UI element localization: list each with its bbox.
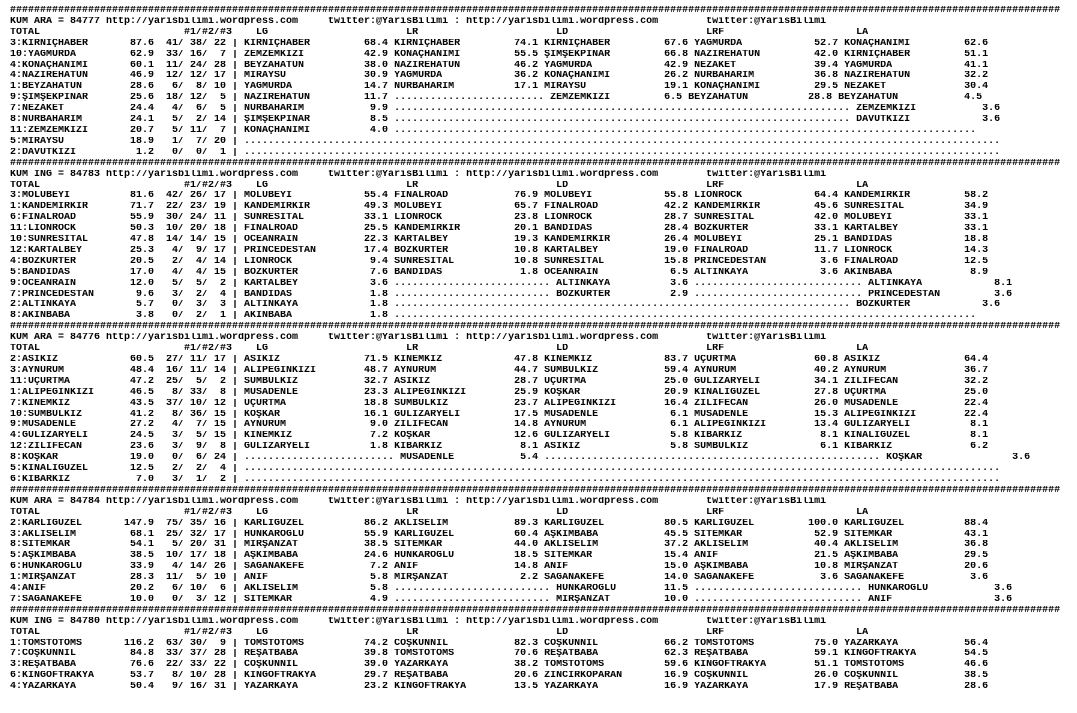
horse-stat-row: 1:BEYZAHATUN 28.6 6/ 8/ 10 | YAĞMURDA 14.7 NURBAHARIM 17.1 MİRAYSU 19.1 KONAÇHANIMI 29.5 NEZAKET 30.4: [10, 82, 989, 93]
horse-stat-row: 8:AKINBABA 3.8 0/ 2/ 1 | AKINBABA 1.8 .................................................................................................: [10, 311, 977, 322]
section-separator: ###############################################################################################################################################################################: [10, 485, 1061, 496]
horse-stat-row: 2:DAVUTKIZI 1.2 0/ 0/ 1 | ..............................................................................................................................: [10, 147, 1001, 158]
column-header-row: TOTAL #1/#2/#3 LG LR LD LRF LA: [10, 507, 869, 518]
section-separator: ###############################################################################################################################################################################: [10, 605, 1061, 616]
horse-stat-row: 8:NURBAHARIM 24.1 5/ 2/ 14 | ŞİMŞEKPINAR 8.5 ............................................................................ DAVUTKIZI 3.6: [10, 115, 1001, 126]
horse-stat-row: 7:PRINCEDESTAN 9.6 3/ 2/ 4 | BANDIDAS 1.8 .......................... BOZKURTER 2.9 ............................ PRINCEDESTAN 3.6: [10, 289, 1013, 300]
horse-stat-row: 1:MİRŞANZAT 28.3 11/ 5/ 10 | ANİF 5.8 MİRŞANZAT 2.2 SAĞANAKEFE 14.0 SAĞANAKEFE 3.6 SAĞANAKEFE 3.6: [10, 573, 989, 584]
race-statistics-report: [10, 6, 1060, 693]
horse-stat-row: 8:SİTEMKAR 54.1 5/ 20/ 31 | MİRŞANZAT 38.5 SİTEMKAR 44.0 AKLISELİM 37.2 AKLISELİM 40.4 AKLISELİM 36.8: [10, 540, 989, 551]
horse-stat-row: 9:MUSADENLE 27.2 4/ 7/ 15 | AYNURUM 9.0 ZİLİFECAN 14.8 AYNURUM 6.1 ALİPEĞİNKIZI 13.4 GÜLİZARYELİ 8.1: [10, 420, 989, 431]
horse-stat-row: 7:NEZAKET 24.4 4/ 6/ 5 | NURBAHARIM 9.9 ............................................................................ ZEMZEMKIZI 3.6: [10, 104, 1001, 115]
horse-stat-row: 8:KOŞKAR 19.0 0/ 6/ 24 | ......................... MUSADENLE 5.4 ........................................................ KOŞKAR 3.6: [10, 453, 1031, 464]
horse-stat-row: 7:KİNEMKIZ 43.5 37/ 10/ 12 | UÇURTMA 18.8 SÜMBÜLKIZ 23.7 ALİPEĞİNKIZI 16.4 ZİLİFECAN 26.0 MUSADENLE 22.4: [10, 398, 989, 409]
horse-stat-row: 12:KARTALBEY 25.3 4/ 9/ 17 | PRINCEDESTAN 17.4 BOZKURTER 10.8 KARTALBEY 19.0 FINALROAD 11.7 LIONROCK 14.3: [10, 245, 989, 256]
column-header-row: TOTAL #1/#2/#3 LG LR LD LRF LA: [10, 627, 869, 638]
horse-stat-row: 2:ASIKIZ 60.5 27/ 11/ 17 | ASIKIZ 71.5 KİNEMKIZ 47.8 KİNEMKIZ 83.7 UÇURTMA 60.8 ASIKIZ 64.4: [10, 355, 989, 365]
horse-stat-row: 5:AŞKIMBABA 38.5 10/ 17/ 18 | AŞKIMBABA 24.6 HÜNKAROĞLU 18.5 SİTEMKAR 15.4 ANİF 21.5 AŞKIMBABA 29.5: [10, 551, 989, 562]
horse-stat-row: 6:KINGOFTRAKYA 53.7 8/ 10/ 28 | KINGOFTRAKYA 29.7 REŞATBABA 20.6 ZİNCİRKOPARAN 16.9 COŞKUNNİL 26.0 COŞKUNNİL 38.5: [10, 671, 989, 682]
horse-stat-row: 9:OCEANRAIN 12.0 5/ 5/ 2 | KARTALBEY 3.6 .......................... ALTINKAYA 3.6 ............................ ALTINKAYA 8.1: [10, 278, 1013, 289]
horse-stat-row: 3:AKLISELİM 68.1 25/ 32/ 17 | HÜNKAROĞLU 55.9 KARLIGÜZEL 60.4 AŞKIMBABA 45.5 SİTEMKAR 52.9 SİTEMKAR 43.1: [10, 529, 989, 540]
horse-stat-row: 6:HÜNKAROĞLU 33.9 4/ 14/ 26 | SAĞANAKEFE 7.2 ANİF 14.8 ANİF 15.0 AŞKIMBABA 10.8 MİRŞANZAT 20.6: [10, 562, 989, 573]
race-header: KUM ARA = 84776 http://yarisbilimi.wordpress.com twitter:@YarisBilimi : http://yarisbilimi.wordpress.com twitter:@YarisBilimi: [10, 333, 827, 344]
horse-stat-row: 5:KINALIGÜZEL 12.5 2/ 2/ 4 | ..............................................................................................................................: [10, 464, 1001, 475]
race-header: KUM ARA = 84777 http://yarisbilimi.wordpress.com twitter:@YarisBilimi : http://yarisbilimi.wordpress.com twitter:@YarisBilimi: [10, 16, 827, 27]
horse-stat-row: 10:SÜMBÜLKIZ 41.2 8/ 36/ 15 | KOŞKAR 16.1 GÜLİZARYELİ 17.5 MUSADENLE 6.1 MUSADENLE 15.3 ALİPEĞİNKIZI 22.4: [10, 409, 989, 420]
horse-stat-row: 4:YAZARKAYA 50.4 9/ 16/ 31 | YAZARKAYA 23.2 KINGOFTRAKYA 13.5 YAZARKAYA 16.9 YAZARKAYA 17.9 REŞATBABA 28.6: [10, 682, 989, 693]
horse-stat-row: 3:MOLUBEYİ 81.6 42/ 26/ 17 | MOLUBEYİ 55.4 FINALROAD 76.9 MOLUBEYİ 55.8 LIONROCK 64.4 KANDEMİRKIR 58.2: [10, 191, 989, 202]
horse-stat-row: 3:KIRNIÇHABER 87.6 41/ 38/ 22 | KIRNIÇHABER 68.4 KIRNIÇHABER 74.1 KIRNIÇHABER 67.6 YAĞMURDA 52.7 KONAÇHANIMI 62.6: [10, 38, 989, 49]
horse-stat-row: 2:KARLIGÜZEL 147.9 75/ 35/ 16 | KARLIGÜZEL 86.2 AKLISELİM 89.3 KARLIGÜZEL 80.5 KARLIGÜZEL 100.0 KARLIGÜZEL 88.4: [10, 518, 989, 529]
horse-stat-row: 4:ANİF 20.2 6/ 10/ 6 | AKLISELİM 5.8 .......................... HÜNKAROĞLU 11.5 ............................ HÜNKAROĞLU 3.6: [10, 584, 1013, 595]
column-header-row: TOTAL #1/#2/#3 LG LR LD LRF LA: [10, 180, 869, 191]
horse-stat-row: 2:ALTINKAYA 5.7 0/ 3/ 3 | ALTINKAYA 1.8 ............................................................................ BOZKURTER 3.6: [10, 300, 1001, 311]
section-separator: ###############################################################################################################################################################################: [10, 158, 1061, 169]
horse-stat-row: 7:SAĞANAKEFE 10.0 0/ 3/ 12 | SİTEMKAR 4.9 .......................... MİRŞANZAT 10.0 ............................ ANİF 3.6: [10, 594, 1013, 605]
horse-stat-row: 3:AYNURUM 48.4 16/ 11/ 14 | ALİPEĞİNKIZI 48.7 AYNURUM 44.7 SÜMBÜLKIZ 59.4 AYNURUM 40.2 AYNURUM 36.7: [10, 365, 989, 376]
horse-stat-row: 11:ZEMZEMKIZI 20.7 5/ 11/ 7 | KONAÇHANIMI 4.0 .................................................................................................: [10, 125, 977, 136]
section-separator: ###############################################################################################################################################################################: [10, 6, 1061, 16]
column-header-row: TOTAL #1/#2/#3 LG LR LD LRF LA: [10, 27, 869, 38]
horse-stat-row: 12:ZİLİFECAN 23.6 3/ 9/ 8 | GÜLİZARYELİ 1.8 KİBARKIZ 8.1 ASIKIZ 5.8 SÜMBÜLKIZ 6.1 KİBARKIZ 6.2: [10, 442, 989, 453]
horse-stat-row: 7:COŞKUNNİL 84.8 33/ 37/ 28 | REŞATBABA 39.8 TOMSTOTOMS 70.6 REŞATBABA 62.3 REŞATBABA 59.1 KINGOFTRAKYA 54.5: [10, 649, 989, 660]
horse-stat-row: 4:BOZKURTER 20.5 2/ 4/ 14 | LIONROCK 9.4 SUNRESITAL 10.8 SUNRESITAL 15.8 PRINCEDESTAN 3.6 FINALROAD 12.5: [10, 256, 989, 267]
horse-stat-row: 4:NAZİREHATUN 46.9 12/ 12/ 17 | MİRAYSU 30.9 YAĞMURDA 36.2 KONAÇHANIMI 26.2 NURBAHARIM 36.8 NAZİREHATUN 32.2: [10, 71, 989, 82]
horse-stat-row: 6:KİBARKIZ 7.0 3/ 1/ 2 | ..............................................................................................................................: [10, 474, 1001, 485]
race-header: KUM ARA = 84784 http://yarisbilimi.wordpress.com twitter:@YarisBilimi : http://yarisbilimi.wordpress.com twitter:@YarisBilimi: [10, 496, 827, 507]
race-header: KUM ING = 84783 http://yarisbilimi.wordpress.com twitter:@YarisBilimi : http://yarisbilimi.wordpress.com twitter:@YarisBilimi: [10, 169, 827, 180]
horse-stat-row: 4:GÜLİZARYELİ 24.5 3/ 5/ 15 | KİNEMKIZ 7.2 KOŞKAR 12.6 GÜLİZARYELİ 5.8 KİBARKIZ 8.1 KINALIGÜZEL 8.1: [10, 431, 989, 442]
horse-stat-row: 1:KANDEMİRKIR 71.7 22/ 23/ 19 | KANDEMİRKIR 49.3 MOLUBEYİ 65.7 FINALROAD 42.2 KANDEMİRKIR 45.6 SUNRESITAL 34.9: [10, 202, 989, 213]
column-header-row: TOTAL #1/#2/#3 LG LR LD LRF LA: [10, 344, 869, 355]
horse-stat-row: 4:KONAÇHANIMI 60.1 11/ 24/ 28 | BEYZAHATUN 38.0 NAZİREHATUN 46.2 YAĞMURDA 42.9 NEZAKET 39.4 YAĞMURDA 41.1: [10, 60, 989, 71]
horse-stat-row: 10:YAĞMURDA 62.9 33/ 16/ 7 | ZEMZEMKIZI 42.9 KONAÇHANIMI 55.5 ŞİMŞEKPINAR 66.8 NAZİREHATUN 42.0 KIRNIÇHABER 51.1: [10, 49, 989, 60]
horse-stat-row: 10:SUNRESITAL 47.8 14/ 14/ 15 | OCEANRAIN 22.3 KARTALBEY 19.3 KANDEMİRKIR 26.4 MOLUBEYİ 25.1 BANDIDAS 18.8: [10, 235, 989, 246]
horse-stat-row: 1:ALİPEĞİNKIZI 46.5 8/ 33/ 8 | MUSADENLE 23.3 ALİPEĞİNKIZI 25.9 KOŞKAR 20.9 KINALIGÜZEL 27.8 UÇURTMA 25.0: [10, 387, 989, 398]
section-separator: ###############################################################################################################################################################################: [10, 322, 1061, 333]
horse-stat-row: 6:FINALROAD 55.9 30/ 24/ 11 | SUNRESITAL 33.1 LIONROCK 23.8 LIONROCK 28.7 SUNRESITAL 42.0 MOLUBEYİ 33.1: [10, 213, 989, 224]
horse-stat-row: 11:LIONROCK 50.3 10/ 20/ 18 | FINALROAD 25.5 KANDEMİRKIR 20.1 BANDIDAS 28.4 BOZKURTER 33.1 KARTALBEY 33.1: [10, 224, 989, 235]
horse-stat-row: 5:MİRAYSU 18.9 1/ 7/ 20 | ..............................................................................................................................: [10, 136, 1001, 147]
horse-stat-row: 1:TOMSTOTOMS 116.2 63/ 30/ 9 | TOMSTOTOMS 74.2 COŞKUNNİL 82.3 COŞKUNNİL 66.2 TOMSTOTOMS 75.0 YAZARKAYA 56.4: [10, 638, 989, 649]
horse-stat-row: 9:ŞİMŞEKPINAR 25.6 18/ 12/ 5 | NAZİREHATUN 11.7 ......................... ZEMZEMKIZI 6.5 BEYZAHATUN 28.8 BEYZAHATUN 4.5: [10, 93, 983, 104]
horse-stat-row: 5:BANDIDAS 17.0 4/ 4/ 15 | BOZKURTER 7.6 BANDIDAS 1.8 OCEANRAIN 6.5 ALTINKAYA 3.6 AKINBABA 8.9: [10, 267, 989, 278]
race-header: KUM ING = 84780 http://yarisbilimi.wordpress.com twitter:@YarisBilimi : http://yarisbilimi.wordpress.com twitter:@YarisBilimi: [10, 616, 827, 627]
horse-stat-row: 11:UÇURTMA 47.2 25/ 5/ 2 | SÜMBÜLKIZ 32.7 ASIKIZ 28.7 UÇURTMA 25.0 GÜLİZARYELİ 34.1 ZİLİFECAN 32.2: [10, 376, 989, 387]
horse-stat-row: 3:REŞATBABA 76.6 22/ 33/ 22 | COŞKUNNİL 39.0 YAZARKAYA 38.2 TOMSTOTOMS 59.6 KINGOFTRAKYA 51.1 TOMSTOTOMS 46.6: [10, 660, 989, 671]
